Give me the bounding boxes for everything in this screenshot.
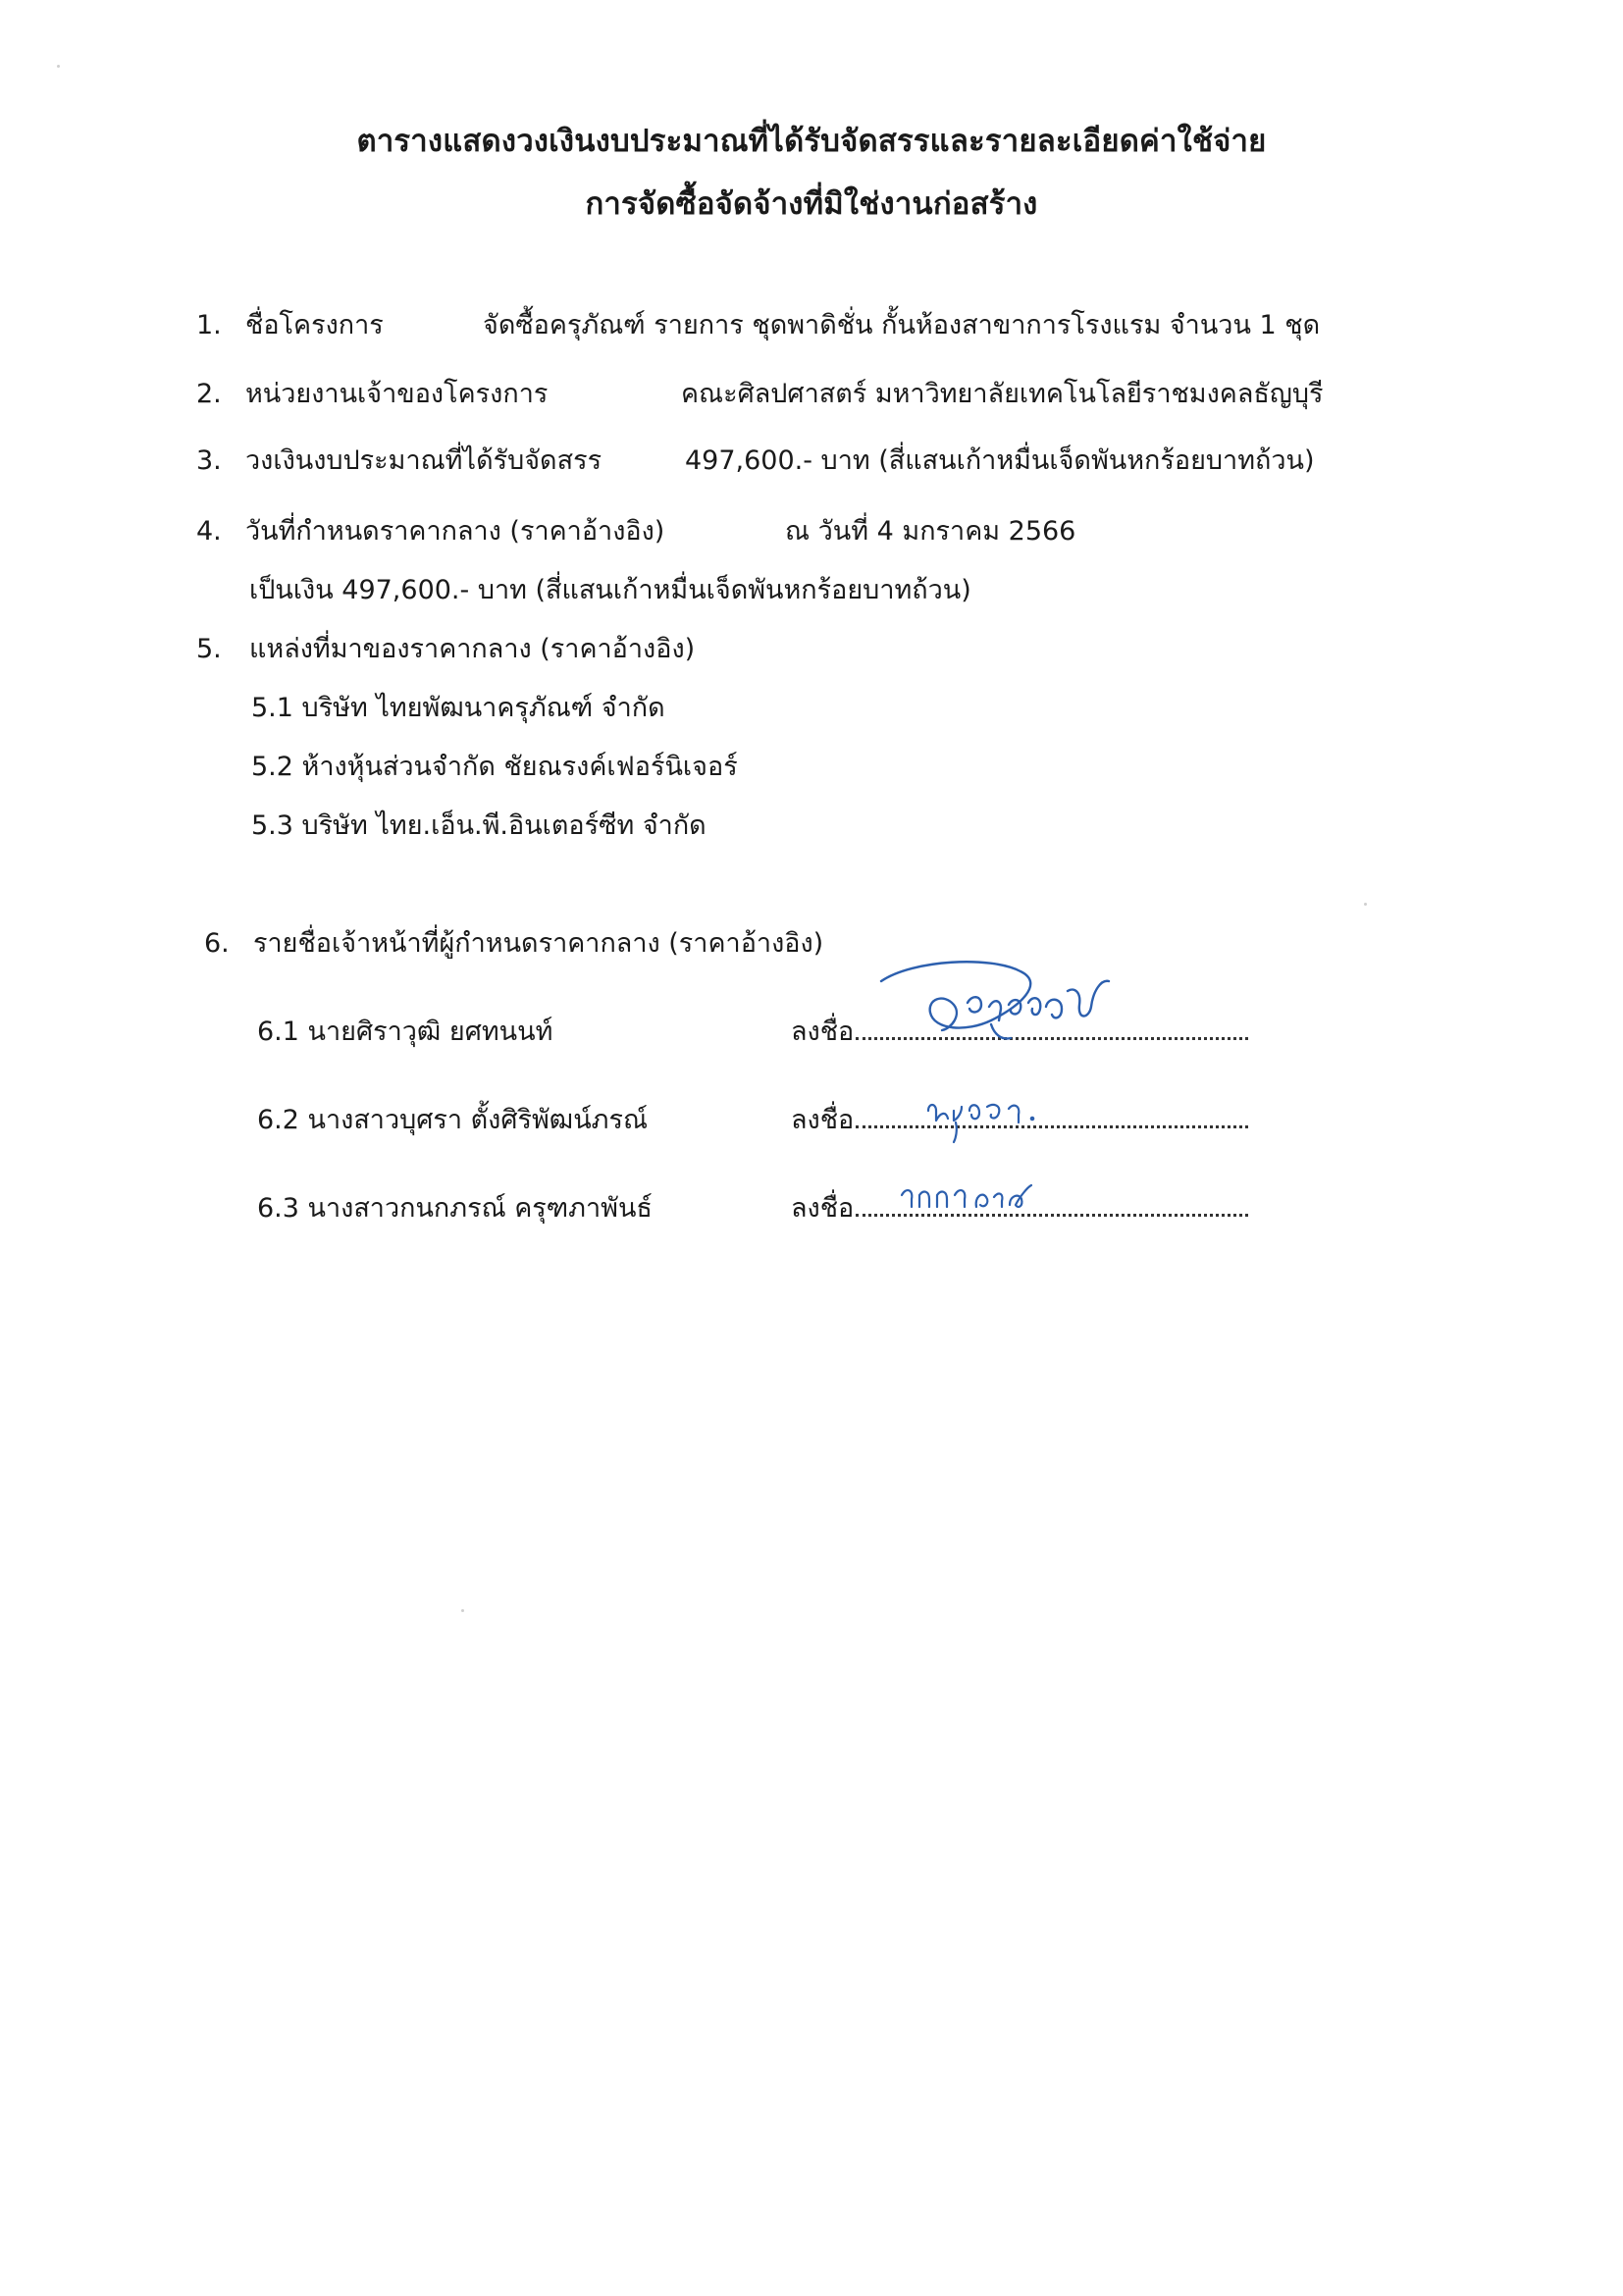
item-1-value: จัดซื้อครุภัณฑ์ รายการ ชุดพาดิชั่น กั้นห้องสาขาการโรงแรม จำนวน 1 ชุด bbox=[483, 310, 1321, 340]
official-3-signature bbox=[898, 1177, 1035, 1221]
item-3-value: 497,600.- บาท (สี่แสนเก้าหมื่นเจ็ดพันหกร้อยบาทถ้วน) bbox=[685, 445, 1315, 476]
item-6-number: 6. bbox=[204, 928, 230, 959]
signature-dotted-line bbox=[856, 1104, 1248, 1128]
item-5-label: แหล่งที่มาของราคากลาง (ราคาอ้างอิง) bbox=[249, 634, 696, 664]
document-title-line1: ตารางแสดงวงเงินงบประมาณที่ได้รับจัดสรรและรายละเอียดค่าใช้จ่าย bbox=[356, 124, 1267, 159]
item-4-continuation: เป็นเงิน 497,600.- บาท (สี่แสนเก้าหมื่นเจ็ดพันหกร้อยบาทถ้วน) bbox=[249, 575, 971, 605]
item-3-number: 3. bbox=[196, 445, 222, 476]
document-title-line2: การจัดซื้อจัดจ้างที่มิใช่งานก่อสร้าง bbox=[585, 186, 1038, 222]
official-1-sign-label: ลงชื่อ bbox=[791, 1017, 855, 1047]
official-3-name: 6.3 นางสาวกนกภรณ์ ครุฑภาพันธ์ bbox=[257, 1193, 653, 1224]
item-6-label: รายชื่อเจ้าหน้าที่ผู้กำหนดราคากลาง (ราคาอ้างอิง) bbox=[253, 928, 824, 959]
item-3-label: วงเงินงบประมาณที่ได้รับจัดสรร bbox=[245, 445, 602, 476]
item-2-label: หน่วยงานเจ้าของโครงการ bbox=[245, 379, 549, 409]
official-2-name: 6.2 นางสาวบุศรา ตั้งศิริพัฒน์ภรณ์ bbox=[257, 1105, 648, 1135]
item-2-value: คณะศิลปศาสตร์ มหาวิทยาลัยเทคโนโลยีราชมงคลธัญบุรี bbox=[681, 379, 1324, 409]
item-5-sub-3: 5.3 บริษัท ไทย.เอ็น.พี.อินเตอร์ซีท จำกัด bbox=[251, 810, 707, 841]
scan-speck bbox=[57, 65, 60, 68]
official-3-sign-label: ลงชื่อ bbox=[791, 1193, 855, 1224]
item-1-number: 1. bbox=[196, 310, 222, 340]
item-5-sub-1: 5.1 บริษัท ไทยพัฒนาครุภัณฑ์ จำกัด bbox=[251, 693, 665, 723]
scan-speck bbox=[461, 1609, 464, 1612]
item-4-label: วันที่กำหนดราคากลาง (ราคาอ้างอิง) bbox=[245, 516, 665, 547]
item-4-value: ณ วันที่ 4 มกราคม 2566 bbox=[785, 516, 1076, 547]
official-1-signature bbox=[873, 952, 1128, 1060]
item-5-number: 5. bbox=[196, 634, 222, 664]
item-4-number: 4. bbox=[196, 516, 222, 547]
official-2-signature bbox=[922, 1089, 1040, 1148]
official-1-name: 6.1 นายศิราวุฒิ ยศทนนท์ bbox=[257, 1017, 553, 1047]
official-2-sign-label: ลงชื่อ bbox=[791, 1105, 855, 1135]
item-1-label: ชื่อโครงการ bbox=[245, 310, 384, 340]
scan-speck bbox=[1364, 903, 1367, 906]
item-5-sub-2: 5.2 ห้างหุ้นส่วนจำกัด ชัยณรงค์เฟอร์นิเจอร์ bbox=[251, 752, 738, 782]
item-2-number: 2. bbox=[196, 379, 222, 409]
